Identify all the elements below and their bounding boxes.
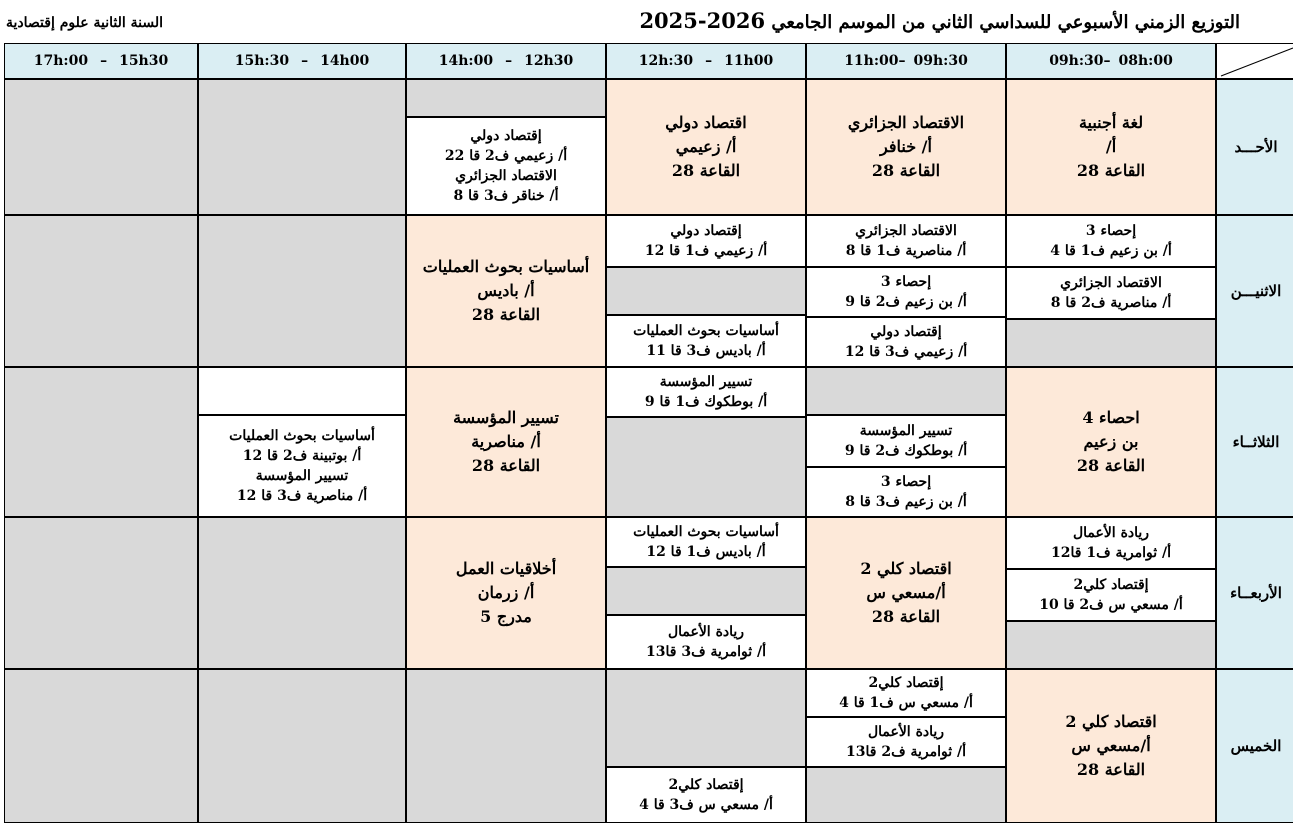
course-name: تسيير المؤسسة (255, 468, 349, 484)
time-end: 08h:00 (1118, 53, 1173, 69)
session-block (806, 415, 1006, 467)
course-name: تسيير المؤسسة (859, 423, 953, 439)
session-block (606, 367, 806, 417)
course-name: إقتصاد دولي (470, 128, 542, 144)
course-name: الاقتصاد الجزائري (847, 113, 965, 132)
teacher: أ/ (1105, 137, 1117, 156)
day-tuesday: الثلاثــاء (1216, 367, 1293, 517)
empty-slot (606, 417, 806, 517)
course-name: إقتصاد كلي2 (868, 675, 944, 691)
room: القاعة 28 (871, 161, 941, 180)
session-block (1006, 569, 1216, 621)
empty-slot (606, 567, 806, 615)
time-start: 11h:00– (844, 53, 906, 69)
day-thursday: الخميس (1216, 669, 1293, 823)
day-wednesday: الأربعــاء (1216, 517, 1293, 669)
course-name: إحصاء 3 (880, 474, 932, 490)
course-name: ريادة الأعمال (1072, 525, 1150, 541)
course-name: لغة أجنبية (1078, 113, 1144, 132)
empty-slot (4, 367, 198, 517)
lecture-block (806, 517, 1006, 669)
teacher: أ/ زرمان (477, 583, 535, 602)
session-block (606, 767, 806, 823)
empty-slot (406, 669, 606, 823)
empty-slot (4, 215, 198, 367)
course-detail: أ/ ثوامرية ف2 قا13 (846, 744, 966, 760)
course-name: أخلاقيات العمل (455, 559, 557, 578)
course-detail: أ/ مسعي س ف2 قا 10 (1039, 597, 1183, 613)
session-block (806, 717, 1006, 767)
room: القاعة 28 (1076, 161, 1146, 180)
session-block (606, 315, 806, 367)
course-name: اقتصاد دولي (665, 113, 747, 132)
empty-slot (198, 669, 406, 823)
time-header-5 (806, 43, 1006, 79)
empty-slot (198, 367, 406, 415)
empty-slot (198, 215, 406, 367)
time-header-6 (1006, 43, 1216, 79)
course-name: إحصاء 3 (880, 274, 932, 290)
empty-slot (4, 517, 198, 669)
lecture-block (806, 79, 1006, 215)
empty-slot (198, 79, 406, 215)
room: القاعة 28 (471, 305, 541, 324)
time-end: 09h:30 (913, 53, 968, 69)
room: القاعة 28 (1076, 760, 1146, 779)
lecture-block (606, 79, 806, 215)
lecture-block (406, 215, 606, 367)
lecture-block (1006, 79, 1216, 215)
time-end: 15h30 (119, 53, 169, 69)
time-start: 12h:30 (638, 53, 694, 69)
session-block (806, 669, 1006, 717)
page-subtitle: السنة الثانية علوم إقتصادية (6, 15, 164, 31)
teacher: أ/مسعي س (866, 583, 946, 602)
course-name: إقتصاد دولي (670, 223, 742, 239)
course-name: تسيير المؤسسة (453, 408, 559, 427)
day-monday: الاثنيـــن (1216, 215, 1293, 367)
time-start: 17h:00 (33, 53, 89, 69)
course-detail: أ/ بوتبينة ف2 قا 12 (242, 448, 362, 464)
session-block (406, 117, 606, 215)
empty-slot (4, 669, 198, 823)
course-name: أساسيات بحوث العمليات (633, 323, 779, 339)
course-name: أساسيات بحوث العمليات (229, 428, 375, 444)
lecture-block (406, 367, 606, 517)
course-name: إقتصاد كلي2 (668, 777, 744, 793)
course-detail: أ/ خناقر ف3 قا 8 (453, 188, 559, 204)
time-end: 12h30 (524, 53, 574, 69)
empty-slot (806, 767, 1006, 823)
course-name: أساسيات بحوث العمليات (633, 524, 779, 540)
empty-slot (406, 79, 606, 117)
corner-cell (1216, 43, 1293, 79)
course-detail: أ/ بن زعيم ف1 قا 4 (1050, 243, 1172, 259)
course-detail: أ/ مناصرية ف3 قا 12 (236, 488, 368, 504)
empty-slot (4, 79, 198, 215)
course-detail: أ/ ثوامرية ف3 قا13 (646, 644, 766, 660)
time-start: 14h:00 (438, 53, 494, 69)
session-block (806, 467, 1006, 517)
title-year: 2026-2025 (639, 8, 766, 33)
course-detail: أ/ زعيمي ف1 قا 12 (644, 243, 768, 259)
teacher: أ/ باديس (477, 281, 535, 300)
empty-slot (198, 517, 406, 669)
course-name: إقتصاد دولي (870, 324, 942, 340)
course-detail: أ/ باديس ف3 قا 11 (646, 343, 766, 359)
room: القاعة 28 (471, 456, 541, 475)
course-name: إحصاء 3 (1085, 223, 1137, 239)
time-header-4: 12h:30 – 11h00 (606, 43, 806, 79)
time-start: 09h:30– (1049, 53, 1111, 69)
course-detail: أ/ زعيمي ف3 قا 12 (844, 344, 968, 360)
course-name: تسيير المؤسسة (659, 374, 753, 390)
course-detail: أ/ بوطكوك ف1 قا 9 (644, 394, 768, 410)
time-end: 14h00 (320, 53, 370, 69)
teacher: أ/ زعيمي (675, 137, 737, 156)
session-block (1006, 267, 1216, 319)
teacher: أ/ مناصرية (471, 432, 541, 451)
session-block (198, 415, 406, 517)
time-header-1: 17h:00 – 15h30 (4, 43, 198, 79)
teacher: أ/ خنافر (880, 137, 932, 156)
room: القاعة 28 (671, 161, 741, 180)
course-name: ريادة الأعمال (867, 724, 945, 740)
empty-slot (1006, 319, 1216, 367)
page-title (639, 6, 1240, 36)
lecture-block (406, 517, 606, 669)
lecture-block (1006, 669, 1216, 823)
session-block (806, 317, 1006, 367)
empty-slot (1006, 621, 1216, 669)
diagonal-line (1217, 44, 1293, 79)
timetable (4, 43, 1293, 823)
course-name: اقتصاد كلي 2 (860, 559, 952, 578)
session-block (606, 517, 806, 567)
time-header-2: 15h:30 – 14h00 (198, 43, 406, 79)
course-name: احصاء 4 (1082, 408, 1140, 427)
room: مدرج 5 (480, 607, 532, 626)
session-block (1006, 517, 1216, 569)
teacher: أ/مسعي س (1071, 736, 1151, 755)
session-block (606, 215, 806, 267)
course-name: اقتصاد كلي 2 (1065, 712, 1157, 731)
course-detail: أ/ بوطكوك ف2 قا 9 (844, 443, 968, 459)
course-name: الاقتصاد الجزائري (855, 223, 957, 239)
empty-slot (606, 267, 806, 315)
session-block (1006, 215, 1216, 267)
course-detail: أ/ مناصرية ف2 قا 8 (1050, 295, 1172, 311)
title-main: التوزيع الزمني الأسبوعي للسداسي الثاني من الموسم الجامعي (771, 12, 1240, 33)
course-detail: أ/ زعيمي ف2 قا 22 (444, 148, 568, 164)
course-detail: أ/ ثوامرية ف1 قا12 (1051, 545, 1171, 561)
time-start: 15h:30 (234, 53, 290, 69)
course-detail: أ/ بن زعيم ف3 قا 8 (845, 494, 967, 510)
course-detail: أ/ مناصرية ف1 قا 8 (845, 243, 967, 259)
teacher: بن زعيم (1083, 432, 1139, 451)
day-sunday: الأحـــد (1216, 79, 1293, 215)
session-block (606, 615, 806, 669)
room: القاعة 28 (871, 607, 941, 626)
session-block (806, 215, 1006, 267)
course-name: الاقتصاد الجزائري (455, 168, 557, 184)
course-detail: أ/ مسعي س ف1 قا 4 (839, 695, 973, 711)
room: القاعة 28 (1076, 456, 1146, 475)
course-name: الاقتصاد الجزائري (1060, 275, 1162, 291)
course-detail: أ/ بن زعيم ف2 قا 9 (845, 294, 967, 310)
time-end: 11h00 (724, 53, 774, 69)
empty-slot (806, 367, 1006, 415)
course-name: إقتصاد كلي2 (1073, 577, 1149, 593)
lecture-block (1006, 367, 1216, 517)
course-detail: أ/ مسعي س ف3 قا 4 (639, 797, 773, 813)
course-name: ريادة الأعمال (667, 624, 745, 640)
empty-slot (606, 669, 806, 767)
session-block (806, 267, 1006, 317)
course-detail: أ/ باديس ف1 قا 12 (646, 544, 766, 560)
course-name: أساسيات بحوث العمليات (422, 257, 590, 276)
time-header-3: 14h:00 – 12h30 (406, 43, 606, 79)
